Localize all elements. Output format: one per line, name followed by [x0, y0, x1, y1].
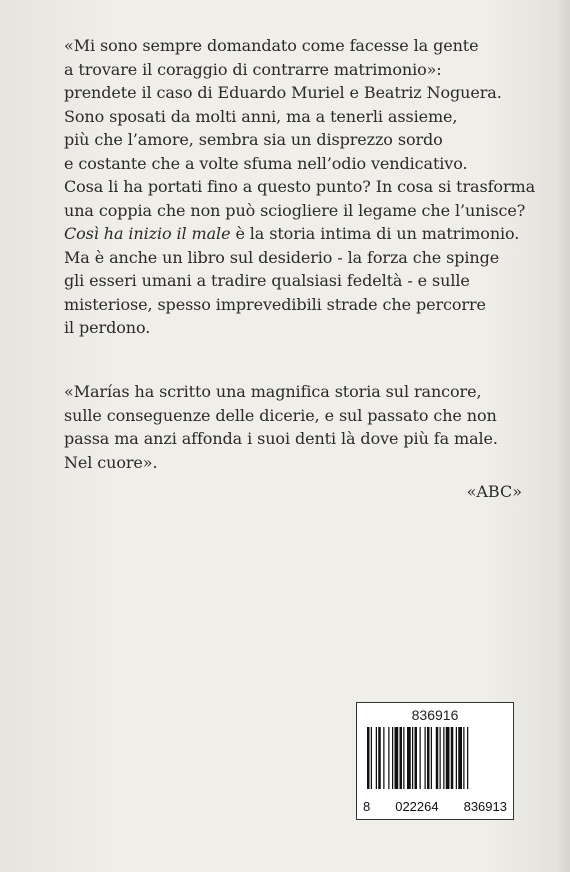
synopsis-line: a trovare il coraggio di contrarre matrimonio»: [64, 59, 442, 79]
barcode-bar [367, 727, 370, 789]
barcode-bar [376, 727, 377, 789]
barcode-bar [425, 727, 426, 789]
barcode-bar [431, 727, 432, 789]
barcode-bar [403, 727, 404, 789]
quote-line: sulle conseguenze delle dicerie, e sul passato che non [64, 405, 497, 425]
barcode-bar [446, 727, 450, 789]
barcode-bar [427, 727, 430, 789]
barcode-bar [443, 727, 444, 789]
synopsis-line: più che l’amore, sembra sia un disprezzo sordo [64, 130, 443, 149]
barcode-bar [388, 727, 389, 789]
synopsis-line: Cosa li ha portati fino a questo punto? In cosa si trasforma [64, 177, 536, 196]
quote-line: «Marías ha scritto una magnifica storia sul rancore, [64, 382, 482, 401]
barcode-bar [440, 727, 441, 789]
synopsis-line: il perdono. [64, 318, 151, 337]
quote-line: Nel cuore». [64, 452, 158, 472]
barcode-bars [363, 727, 509, 789]
barcode-bar [451, 727, 454, 789]
ean-first-digit: 8 [363, 799, 371, 814]
synopsis-line: e costante che a volte sfuma nell’odio vendicativo. [64, 153, 468, 173]
ean-digits [357, 799, 513, 814]
quote-line: passa ma anzi affonda i suoi denti là dove più fa male. [64, 429, 498, 448]
barcode-bar [463, 727, 464, 789]
book-title: Così ha inizio il male [64, 224, 231, 243]
synopsis-line [64, 222, 534, 246]
barcode-bar [412, 727, 413, 789]
synopsis-text [64, 34, 534, 340]
barcode-bar [400, 727, 403, 789]
barcode-bar [420, 727, 421, 789]
synopsis-line: Ma è anche un libro sul desiderio - la forza che spinge [64, 247, 500, 267]
synopsis-line: prendete il caso di Eduardo Muriel e Beatriz Noguera. [64, 83, 502, 102]
barcode-bar [458, 727, 462, 789]
barcode-bar [456, 727, 457, 789]
cover-edge-shadow [556, 0, 570, 872]
quote-source: «ABC» [466, 482, 522, 501]
synopsis-line: «Mi sono sempre domandato come facesse la gente [64, 36, 479, 55]
synopsis-line: gli esseri umani a tradire qualsiasi fedeltà - e sulle [64, 271, 470, 290]
synopsis-line-rest: è la storia intima di un matrimonio. [230, 224, 520, 243]
barcode-bar [467, 727, 468, 789]
product-code: 836916 [411, 707, 459, 723]
barcode-bar [407, 727, 411, 789]
barcode-bar [383, 727, 384, 789]
ean-left-group: 022264 [395, 799, 439, 814]
barcode-bar [415, 727, 418, 789]
barcode-bar [378, 727, 381, 789]
synopsis-line: una coppia che non può sciogliere il legame che l’unisce? [64, 200, 526, 220]
barcode-bar [392, 727, 393, 789]
review-quote [64, 380, 534, 474]
barcode-label [356, 702, 514, 820]
barcode-bar [371, 727, 372, 789]
barcode-bar [395, 727, 399, 789]
synopsis-line: misteriose, spesso imprevedibili strade che percorre [64, 294, 486, 314]
synopsis-line: Sono sposati da molti anni, ma a tenerli assieme, [64, 106, 458, 126]
ean-right-group: 836913 [463, 799, 507, 814]
barcode-bar [436, 727, 439, 789]
